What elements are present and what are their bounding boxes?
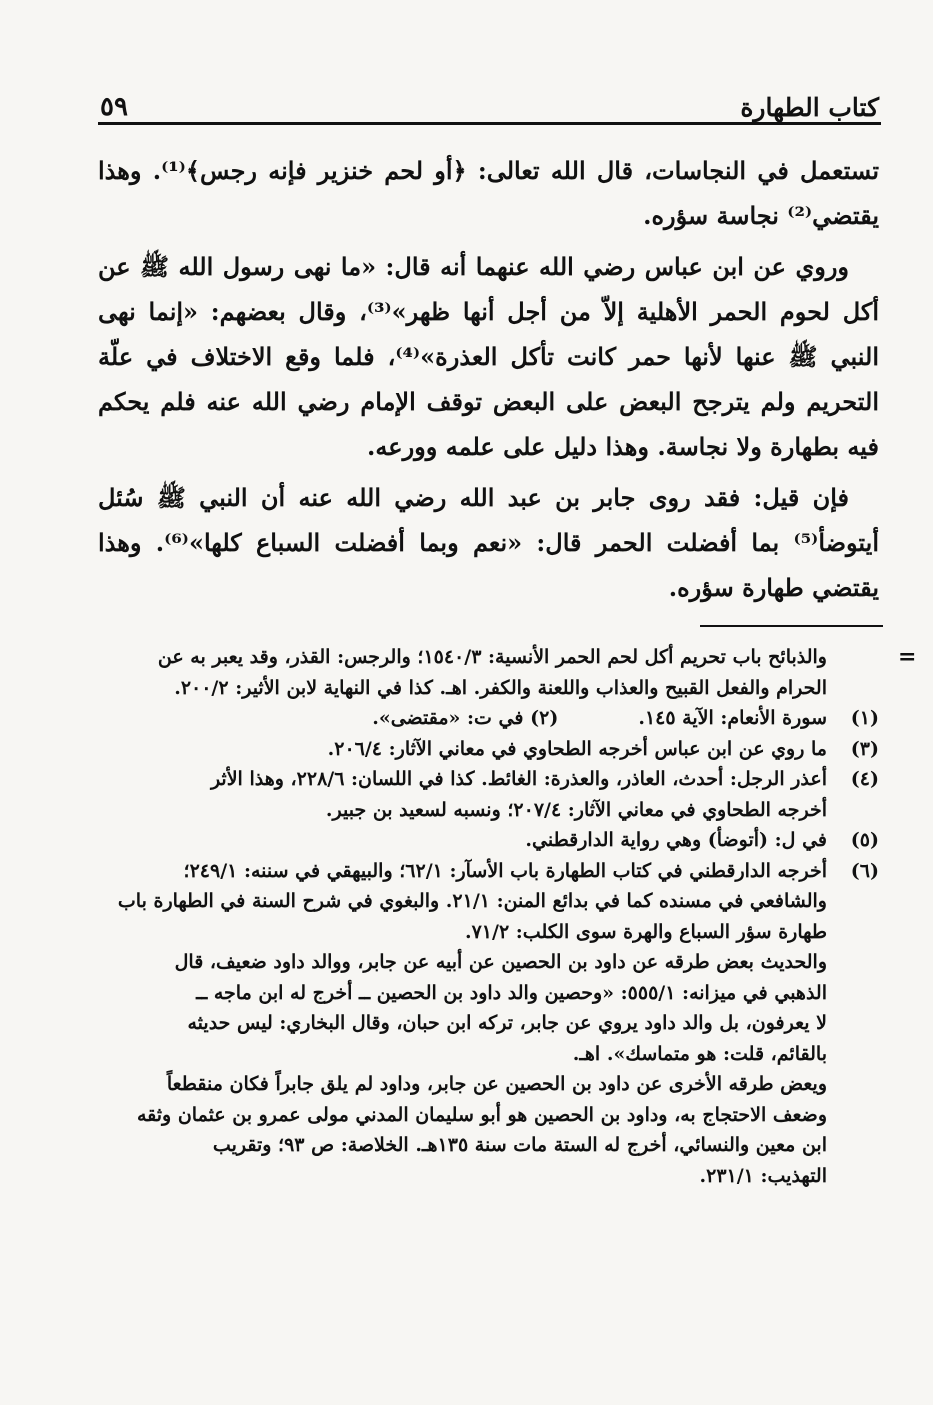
footnote-line: أخرجه الطحاوي في معاني الآثار: ٢٠٧/٤؛ ونسبه لسعيد بن جبير. — [325, 798, 827, 821]
footnote-number: (٣) — [850, 737, 879, 760]
footnote-number: (٤) — [850, 768, 879, 790]
footnote-line: والحديث بعض طرقه عن داود بن الحصين عن أبيه عن جابر، ووالد داود ضعيف، قال — [174, 951, 827, 973]
page-number: ٥٩ — [100, 92, 128, 122]
footnote-line: الحرام والفعل القبيح والعذاب واللعنة والكفر. اهـ. كذا في النهاية لابن الأثير: ٢٠٠/٢. — [174, 676, 827, 699]
footnote-1-2 — [98, 703, 879, 734]
footnote-line: طهارة سؤر السباع والهرة سوى الكلب: ٧١/٢. — [464, 920, 827, 943]
footnotes — [98, 642, 879, 1191]
running-header — [100, 78, 879, 122]
footnote-3 — [98, 734, 879, 765]
footnote-4 — [98, 764, 879, 825]
footnote-line: وضعف الاحتجاج به، وداود بن الحصين هو أبو سليمان المدني مولى عمرو بن عثمان وثقه — [136, 1103, 827, 1126]
paragraph: تستعمل في النجاسات، قال الله تعالى: ﴿أو لحم خنزير فإنه رجس﴾⁽¹⁾. وهذا يقتضي⁽²⁾ نجاسة سؤره. — [98, 156, 879, 230]
footnote-line: ابن معين والنسائي، أخرج له الستة مات سنة ١٣٥هـ. الخلاصة: ص ٩٣؛ وتقريب — [212, 1134, 827, 1156]
chapter-title: كتاب الطهارة — [740, 93, 879, 122]
paragraph: فإن قيل: فقد روى جابر بن عبد الله رضي الله عنه أن النبي ﷺ سُئل أيتوضأ⁽⁵⁾ بما أفضلت الحمر قال: «نعم وبما أفضلت السباع كلها»⁽⁶⁾. وهذا يقتضي طهارة سؤره. — [98, 483, 879, 602]
footnote-line: والذبائح باب تحريم أكل لحم الحمر الأنسية: ١٥٤٠/٣؛ والرجس: القذر، وقد يعبر به عن — [157, 646, 827, 668]
footnote-line: ويعض طرقه الأخرى عن داود بن الحصين عن جابر، وداود لم يلق جابراً فكان منقطعاً — [166, 1073, 827, 1095]
footnote-line: لا يعرفون، بل والد داود يروي عن جابر، تركه ابن حبان، وقال البخاري: ليس حديثه — [187, 1012, 827, 1034]
footnote-5 — [98, 825, 879, 856]
footnote-number: (٢) — [530, 707, 559, 729]
footnote-line: التهذيب: ٢٣١/١. — [699, 1164, 827, 1187]
footnote-number: (٦) — [850, 859, 879, 882]
footnote-text: في ل: (أتوضأ) وهي رواية الدارقطني. — [525, 829, 827, 851]
footnote-line: بالقائم، قلت: هو متماسك». اهـ. — [572, 1042, 827, 1065]
paragraph: وروي عن ابن عباس رضي الله عنهما أنه قال: «ما نهى رسول الله ﷺ عن أكل لحوم الحمر الأهلية إلاّ من أجل أنها ظهر»⁽³⁾، وقال بعضهم: «إنما نهى النبي ﷺ عنها لأنها حمر كانت تأكل العذرة»⁽⁴⁾، فلما وقع الاختلاف في علّة التحريم ولم يترجح البعض على البعض توقف الإمام رضي الله عنه فلم يحكم فيه بطهارة ولا نجاسة. وهذا دليل على علمه وورعه. — [98, 252, 879, 461]
footnote-line: أعذر الرجل: أحدث، العاذر، والعذرة: الغائط. كذا في اللسان: ٢٢٨/٦، وهذا الأثر — [210, 768, 827, 790]
header-rule — [98, 122, 881, 125]
continuation-mark: = — [898, 644, 917, 670]
footnote-number: (١) — [850, 707, 879, 729]
footnote-text: في ت: «مقتضى». — [372, 707, 524, 729]
footnote-text: ما روي عن ابن عباس أخرجه الطحاوي في معاني الآثار: ٢٠٦/٤. — [327, 737, 827, 760]
footnote-separator — [700, 625, 883, 627]
footnote-line: والشافعي في مسنده كما في بدائع المنن: ٢١/١. والبغوي في شرح السنة في الطهارة باب — [117, 890, 827, 912]
footnote-text: سورة الأنعام: الآية ١٤٥. — [638, 707, 827, 729]
footnote-continuation — [98, 642, 879, 703]
footnote-6 — [98, 856, 879, 1192]
footnote-line: الذهبي في ميزانه: ٥٥٥/١: «وحصين والد داود بن الحصين ــ أخرج له ابن ماجه ــ — [196, 981, 827, 1004]
main-text — [98, 148, 879, 616]
footnote-line: أخرجه الدارقطني في كتاب الطهارة باب الأسآر: ٦٢/١؛ والبيهقي في سننه: ٢٤٩/١؛ — [183, 859, 827, 882]
footnote-number: (٥) — [850, 829, 879, 851]
